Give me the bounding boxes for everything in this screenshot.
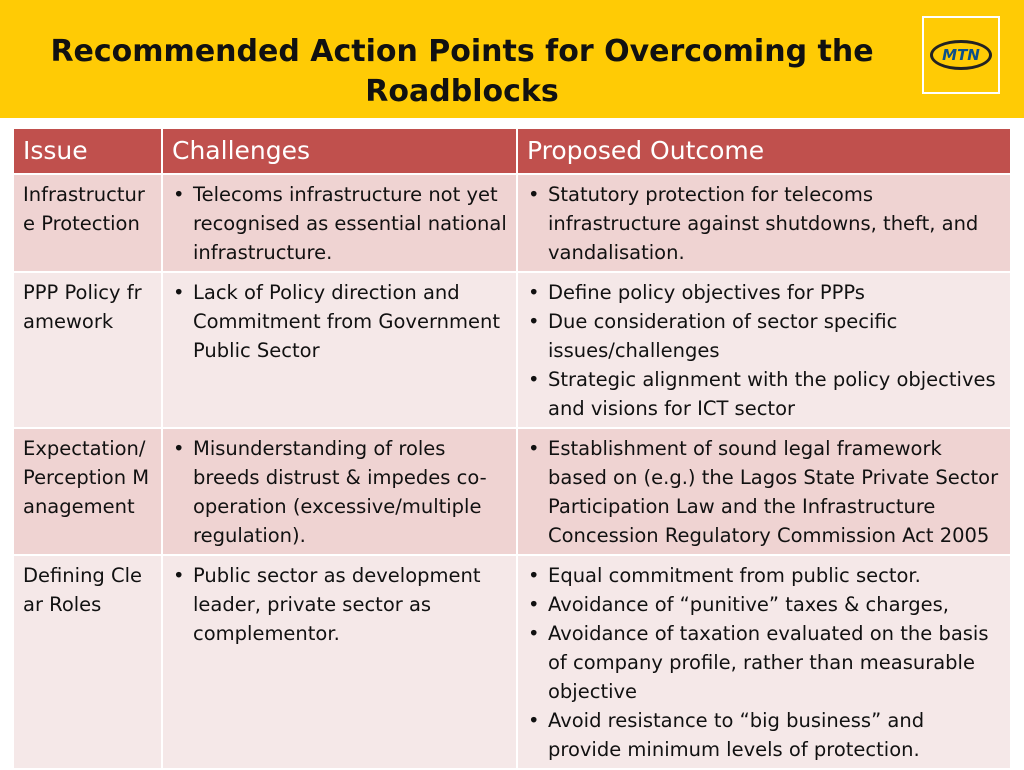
issue-cell: PPP Policy framework <box>13 272 162 428</box>
mtn-logo <box>922 16 1000 94</box>
outcome-cell <box>517 174 1011 272</box>
outcome-item: • Equal commitment from public sector. <box>527 561 1001 590</box>
column-header-challenges: Challenges <box>162 128 517 174</box>
slide-title-line-2: Roadblocks <box>365 74 559 109</box>
challenges-list <box>172 180 507 267</box>
action-points-table-container <box>12 127 1010 767</box>
challenges-cell <box>162 174 517 272</box>
issue-cell: Defining Clear Roles <box>13 555 162 769</box>
outcome-cell <box>517 428 1011 555</box>
outcomes-list <box>527 434 1001 550</box>
outcome-item: • Establishment of sound legal framework based on (e.g.) the Lagos State Private Sector Participation Law and the Infrastructure Concession Regulatory Commission Act 2005 <box>527 434 1001 550</box>
mtn-logo-oval-icon <box>930 40 992 70</box>
challenges-list <box>172 561 507 648</box>
outcomes-list <box>527 561 1001 764</box>
challenges-list <box>172 434 507 550</box>
outcome-item: • Avoid resistance to “big business” and provide minimum levels of protection. <box>527 706 1001 764</box>
mtn-logo-text: MTN <box>942 45 980 64</box>
outcomes-list <box>527 180 1001 267</box>
column-header-issue: Issue <box>13 128 162 174</box>
column-header-proposed-outcome: Proposed Outcome <box>517 128 1011 174</box>
table-row <box>13 174 1011 272</box>
outcome-cell <box>517 555 1011 769</box>
outcome-item: • Statutory protection for telecoms infrastructure against shutdowns, theft, and vandalisation. <box>527 180 1001 267</box>
table-row <box>13 272 1011 428</box>
outcome-item: • Avoidance of taxation evaluated on the basis of company profile, rather than measurable objective <box>527 619 1001 706</box>
issue-cell: Expectation/ Perception Management <box>13 428 162 555</box>
table-row <box>13 555 1011 769</box>
slide-title <box>20 32 904 112</box>
outcome-item: • Strategic alignment with the policy objectives and visions for ICT sector <box>527 365 1001 423</box>
challenge-item: • Lack of Policy direction and Commitment from Government Public Sector <box>172 278 507 365</box>
challenges-list <box>172 278 507 365</box>
table-header-row <box>13 128 1011 174</box>
challenge-item: • Telecoms infrastructure not yet recognised as essential national infrastructure. <box>172 180 507 267</box>
issue-cell: Infrastructure Protection <box>13 174 162 272</box>
outcomes-list <box>527 278 1001 423</box>
outcome-cell <box>517 272 1011 428</box>
slide-title-line-1: Recommended Action Points for Overcoming the <box>50 34 874 69</box>
table-row <box>13 428 1011 555</box>
outcome-item: • Avoidance of “punitive” taxes & charges, <box>527 590 1001 619</box>
action-points-table <box>12 127 1012 770</box>
challenges-cell <box>162 272 517 428</box>
outcome-item: • Define policy objectives for PPPs <box>527 278 1001 307</box>
challenges-cell <box>162 428 517 555</box>
challenge-item: • Misunderstanding of roles breeds distrust & impedes co-operation (excessive/multiple regulation). <box>172 434 507 550</box>
challenge-item: • Public sector as development leader, private sector as complementor. <box>172 561 507 648</box>
outcome-item: • Due consideration of sector specific issues/challenges <box>527 307 1001 365</box>
challenges-cell <box>162 555 517 769</box>
slide-header <box>0 0 1024 118</box>
